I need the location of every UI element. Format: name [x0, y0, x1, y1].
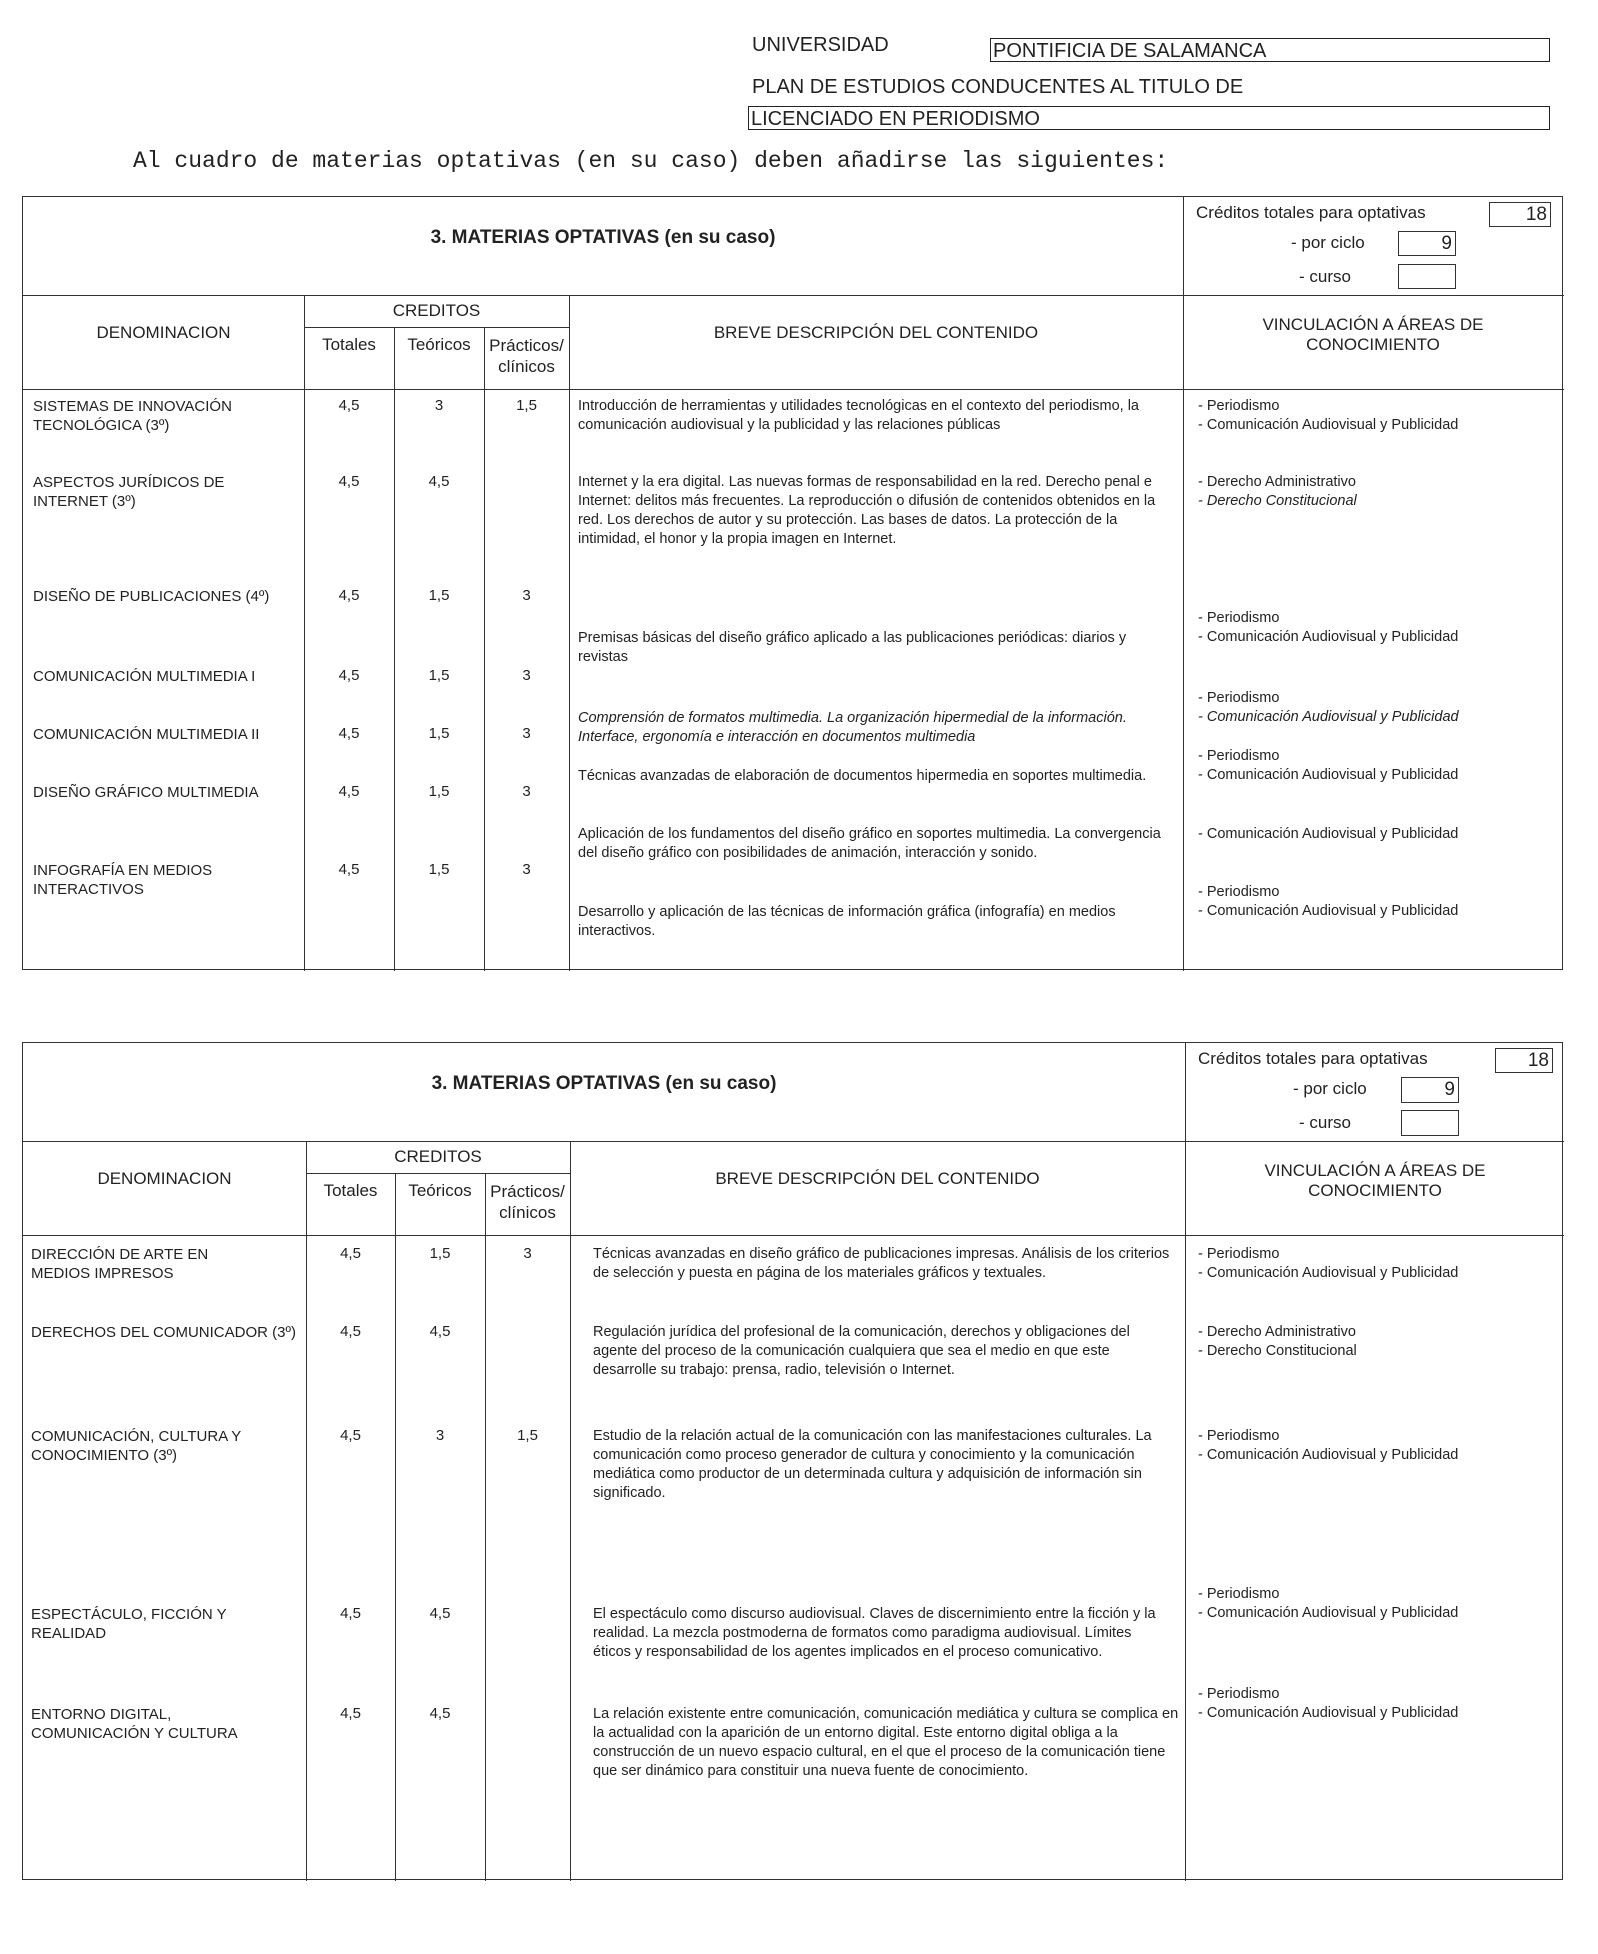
curso-value — [1401, 1110, 1459, 1136]
table-row-totales: 4,5 — [338, 725, 360, 742]
col-teoricos: Teóricos — [408, 1181, 472, 1200]
table-title: 3. MATERIAS OPTATIVAS (en su caso) — [431, 1073, 777, 1094]
col-descripcion: BREVE DESCRIPCIÓN DEL CONTENIDO — [713, 323, 1039, 342]
table-row-name: COMUNICACIÓN MULTIMEDIA II — [33, 726, 260, 743]
table-row-practicos: 1,5 — [517, 1427, 538, 1444]
table-row-areas: - Periodismo - Comunicación Audiovisual y Publicidad — [1198, 1686, 1459, 1721]
table-row-teoricos: 4,5 — [428, 473, 450, 490]
curso-label: - curso — [1299, 267, 1351, 286]
table-row-practicos: 3 — [523, 1245, 532, 1262]
creditos-totales-value: 18 — [1495, 1048, 1553, 1073]
table-row-totales: 4,5 — [340, 1705, 361, 1722]
optativas-table-2 — [22, 1042, 1563, 1880]
table-row-teoricos: 4,5 — [429, 1605, 451, 1622]
table-row-totales: 4,5 — [338, 397, 360, 414]
table-row-teoricos: 1,5 — [428, 667, 450, 684]
table-row-name: COMUNICACIÓN, CULTURA Y CONOCIMIENTO (3º) — [31, 1428, 242, 1464]
universidad-field: PONTIFICIA DE SALAMANCA — [990, 38, 1550, 62]
table-row-areas: - Derecho Administrativo - Derecho Constitucional — [1198, 474, 1357, 509]
table-row-totales: 4,5 — [340, 1605, 361, 1622]
table-row-totales: 4,5 — [338, 861, 360, 878]
por-ciclo-label: - por ciclo — [1293, 1079, 1367, 1098]
table-row-desc: La relación existente entre comunicación, comunicación mediática y cultura se complica en la actualidad con la aparición de un entorno digital. Este entorno digital obliga a la construcción de un nuevo espacio cultural, en el que el proceso de la comunicación tiene que ser dinámico para constituir una nueva fuente de conocimiento. — [593, 1706, 1179, 1779]
table-row-teoricos: 1,5 — [429, 1245, 451, 1262]
col-practicos: Prácticos/ clínicos — [489, 336, 564, 376]
table-row-teoricos: 3 — [435, 1427, 445, 1444]
table-row-desc: Internet y la era digital. Las nuevas formas de responsabilidad en la red. Derecho penal e Internet: delitos más frecuentes. La reproducción o difusión de contenidos obtenidos en la red. Los derechos de autor y su protección. Las bases de datos. La protección de la intimidad, el honor y la propia imagen en Internet. — [578, 474, 1156, 547]
col-totales: Totales — [322, 335, 376, 354]
table-row-teoricos: 1,5 — [428, 587, 450, 604]
table-row-desc: Estudio de la relación actual de la comunicación con las manifestaciones culturales. La comunicación como proceso generador de cultura y conocimiento y la comunicación mediática como productor de un determinada cultura y adquisición de información sin significado. — [593, 1428, 1152, 1501]
table-row-areas: - Periodismo - Comunicación Audiovisual y Publicidad — [1198, 398, 1459, 433]
col-denominacion: DENOMINACION — [97, 1169, 232, 1188]
table-row-practicos: 1,5 — [516, 397, 537, 414]
col-totales: Totales — [323, 1181, 378, 1200]
table-row-totales: 4,5 — [338, 667, 360, 684]
table-row-areas: - Periodismo - Comunicación Audiovisual y Publicidad — [1198, 1428, 1459, 1463]
table-row-totales: 4,5 — [338, 587, 360, 604]
table-row-desc: Introducción de herramientas y utilidades tecnológicas en el contexto del periodismo, la comunicación audiovisual y la publicidad y las relaciones públicas — [578, 398, 1139, 433]
col-vinculacion: VINCULACIÓN A ÁREAS DE CONOCIMIENTO — [1264, 1161, 1486, 1200]
table-row-desc: Comprensión de formatos multimedia. La organización hipermedial de la información. Interface, ergonomía e interacción en documentos multimedia — [578, 710, 1127, 745]
table-row-desc: El espectáculo como discurso audiovisual. Claves de discernimiento entre la ficción y la realidad. La mezcla postmoderna de formatos como paradigma audiovisual. Límites éticos y responsabilidad de los agentes implicados en el proceso comunicativo. — [593, 1606, 1156, 1660]
table-row-desc: Técnicas avanzadas en diseño gráfico de publicaciones impresas. Análisis de los criterios de selección y puesta en página de los materiales gráficos y textuales. — [593, 1246, 1170, 1281]
table-title: 3. MATERIAS OPTATIVAS (en su caso) — [430, 227, 776, 248]
table-row-teoricos: 4,5 — [429, 1323, 451, 1340]
intro-text: Al cuadro de materias optativas (en su caso) deben añadirse las siguientes: — [133, 148, 1169, 174]
universidad-label: UNIVERSIDAD — [752, 34, 889, 56]
col-creditos: CREDITOS — [394, 1147, 482, 1166]
col-denominacion: DENOMINACION — [96, 323, 231, 342]
table-row-practicos: 3 — [522, 725, 531, 742]
table-row-desc: Regulación jurídica del profesional de la comunicación, derechos y obligaciones del agente del proceso de la comunicación cualquiera que sea el medio en que este desarrolle su trabajo: prensa, radio, televisión o Internet. — [593, 1324, 1130, 1378]
curso-label: - curso — [1299, 1113, 1351, 1132]
table-row-name: DISEÑO DE PUBLICACIONES (4º) — [33, 588, 270, 605]
table-row-name: INFOGRAFÍA EN MEDIOS INTERACTIVOS — [33, 862, 213, 898]
table-row-teoricos: 1,5 — [428, 725, 450, 742]
table-row-teoricos: 3 — [434, 397, 444, 414]
table-row-desc: Aplicación de los fundamentos del diseño gráfico en soportes multimedia. La convergencia del diseño gráfico con posibilidades de animación, interacción y sonido. — [578, 826, 1161, 861]
table-row-areas: - Periodismo - Comunicación Audiovisual y Publicidad — [1198, 690, 1459, 725]
table-row-totales: 4,5 — [338, 473, 360, 490]
por-ciclo-value: 9 — [1398, 231, 1456, 256]
table-row-desc: Desarrollo y aplicación de las técnicas de información gráfica (infografía) en medios interactivos. — [578, 904, 1116, 939]
table-row-totales: 4,5 — [340, 1323, 361, 1340]
table-row-desc: Técnicas avanzadas de elaboración de documentos hipermedia en soportes multimedia. — [578, 768, 1147, 784]
titulo-field: LICENCIADO EN PERIODISMO — [748, 106, 1550, 130]
plan-label: PLAN DE ESTUDIOS CONDUCENTES AL TITULO DE — [752, 76, 1244, 98]
table-row-areas: - Periodismo - Comunicación Audiovisual y Publicidad — [1198, 748, 1459, 783]
col-vinculacion: VINCULACIÓN A ÁREAS DE CONOCIMIENTO — [1262, 315, 1484, 354]
table-row-name: DERECHOS DEL COMUNICADOR (3º) — [31, 1324, 296, 1341]
table-row-name: COMUNICACIÓN MULTIMEDIA I — [33, 668, 256, 685]
col-creditos: CREDITOS — [392, 301, 481, 320]
por-ciclo-label: - por ciclo — [1291, 233, 1365, 252]
table-row-areas: - Comunicación Audiovisual y Publicidad — [1198, 826, 1459, 842]
table-row-name: ENTORNO DIGITAL, COMUNICACIÓN Y CULTURA — [31, 1706, 238, 1742]
creditos-totales-label: Créditos totales para optativas — [1196, 203, 1426, 222]
table-row-areas: - Periodismo - Comunicación Audiovisual y Publicidad — [1198, 1246, 1459, 1281]
col-practicos: Prácticos/ clínicos — [490, 1182, 565, 1222]
curso-value — [1398, 264, 1456, 289]
table-row-desc: Premisas básicas del diseño gráfico aplicado a las publicaciones periódicas: diarios y revistas — [578, 630, 1127, 665]
table-row-name: DIRECCIÓN DE ARTE EN MEDIOS IMPRESOS — [31, 1246, 209, 1282]
table-row-practicos: 3 — [522, 861, 531, 878]
table-row-practicos: 3 — [522, 783, 531, 800]
table-row-areas: - Periodismo - Comunicación Audiovisual y Publicidad — [1198, 610, 1459, 645]
table-row-name: ESPECTÁCULO, FICCIÓN Y REALIDAD — [31, 1606, 227, 1642]
table-row-name: SISTEMAS DE INNOVACIÓN TECNOLÓGICA (3º) — [33, 398, 232, 434]
table-row-teoricos: 1,5 — [428, 783, 450, 800]
col-descripcion: BREVE DESCRIPCIÓN DEL CONTENIDO — [715, 1169, 1040, 1188]
table-row-areas: - Periodismo - Comunicación Audiovisual y Publicidad — [1198, 1586, 1459, 1621]
table-row-totales: 4,5 — [340, 1245, 361, 1262]
table-row-areas: - Derecho Administrativo - Derecho Constitucional — [1198, 1324, 1357, 1359]
col-teoricos: Teóricos — [407, 335, 471, 354]
por-ciclo-value: 9 — [1401, 1077, 1459, 1103]
table-row-name: DISEÑO GRÁFICO MULTIMEDIA — [33, 784, 259, 801]
table-row-practicos: 3 — [522, 587, 531, 604]
optativas-table-1 — [22, 196, 1563, 970]
table-row-totales: 4,5 — [338, 783, 360, 800]
creditos-totales-label: Créditos totales para optativas — [1198, 1049, 1428, 1068]
table-row-practicos: 3 — [522, 667, 531, 684]
table-row-name: ASPECTOS JURÍDICOS DE INTERNET (3º) — [33, 474, 225, 510]
table-row-totales: 4,5 — [340, 1427, 361, 1444]
table-row-teoricos: 4,5 — [429, 1705, 451, 1722]
table-row-teoricos: 1,5 — [428, 861, 450, 878]
table-row-areas: - Periodismo - Comunicación Audiovisual y Publicidad — [1198, 884, 1459, 919]
creditos-totales-value: 18 — [1489, 202, 1551, 227]
